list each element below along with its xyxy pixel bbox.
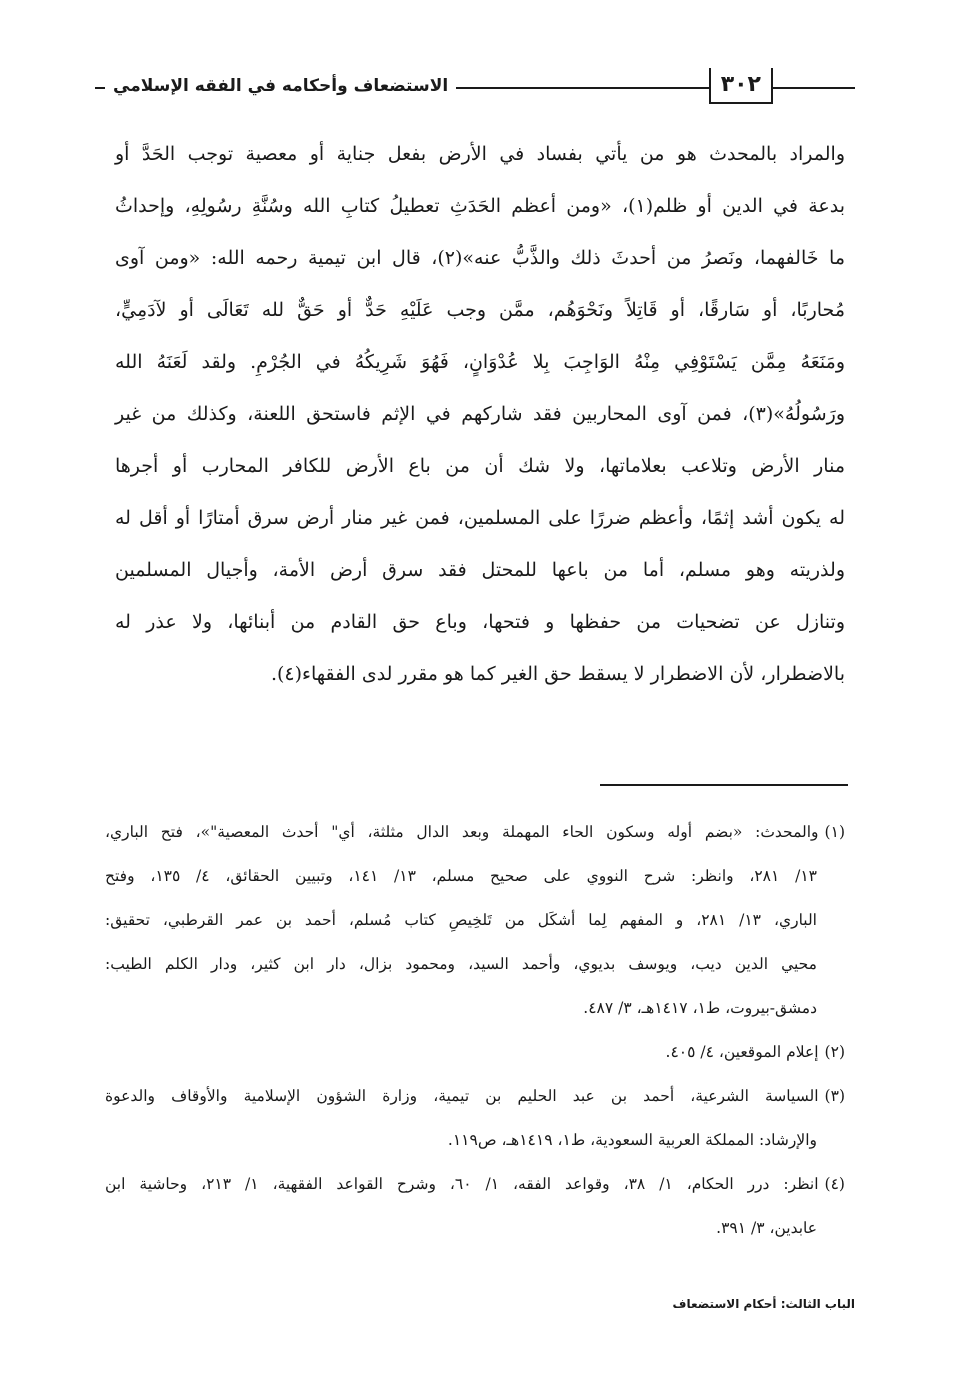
body-line: منار الأرض وتلاعب بعلاماتها، ولا شك أن من باع الأرض للكافر المحارب أو أجرها [115, 455, 845, 477]
page-footer: الباب الثالث: أحكام الاستضعاف [672, 1297, 855, 1311]
body-line: بدعة في الدين أو ظلم(١)، «ومن أعظم الحَدَثِ تعطيلُ كتابِ الله وسُنَّةِ رسُولِهِ، وإحداثُ [115, 195, 845, 217]
page-number: ٣٠٢ [709, 68, 773, 104]
footnote-line: الباري، ١٣/ ٢٨١، و المفهم لِما أشكَل من تَلخِيصِ كتاب مُسلم، أحمد بن عمر القرطبي، تحقيق: [105, 911, 817, 929]
footnote-line [105, 1162, 845, 1206]
footnote-line: عابدين، ٣/ ٣٩١. [716, 1219, 817, 1237]
footnote-text: السياسة الشرعية، أحمد بن عبد الحليم بن تيمية، وزارة الشؤون الإسلامية والأوقاف والدعوة [105, 1087, 819, 1105]
footnote-number: (٢) [824, 1043, 845, 1061]
body-line: والمراد بالمحدث هو من يأتي بفساد في الأرض بفعل جناية أو معصية توجب الحَدَّ أو [115, 143, 845, 165]
footnote-2 [105, 1030, 845, 1074]
body-line: ما خَالفهما، ونَصرُ من أحدثَ ذلك والذَّبُّ عنه»(٢)، قال ابن تيمية رحمه الله: «ومن آوى [115, 247, 845, 269]
header-title: الاستضعاف وأحكامه في الفقه الإسلامي [105, 71, 456, 101]
body-text [115, 128, 845, 700]
footnote-line: ١٣/ ٢٨١، وانظر: شرح النووي على صحيح مسلم، ١٣/ ١٤١، وتبيين الحقائق، ٤/ ١٣٥، وفتح [105, 867, 817, 885]
footnote-separator [600, 784, 848, 786]
footnote-number: (٣) [824, 1087, 845, 1105]
footnote-1 [105, 810, 845, 1030]
footnote-4 [105, 1162, 845, 1250]
body-line: ورَسُولُهُ»(٣)، فمن آوى المحاربين فقد شاركهم في الإثم فاستحق اللعنة، وكذلك من غير [115, 403, 845, 425]
footnote-number: (١) [824, 823, 845, 841]
footnote-3 [105, 1074, 845, 1162]
body-line: ومَنَعَهُ مِمَّن يَسْتَوْفِي مِنْهُ الوَاجِبَ بِلا عُدْوَانٍ، فَهُوَ شَرِيكُهُ في الجُرْمِ. ولقد لَعَنَهُ الله [115, 351, 845, 373]
body-line: وتنازل عن تضحيات من حفظها و فتحها، وباع حق القادم من أبنائها، ولا عذر له [115, 611, 845, 633]
footnote-line: دمشق-بيروت، ط١، ١٤١٧هـ، ٣/ ٤٨٧. [583, 999, 817, 1017]
body-line: ولذريته وهو مسلم، أما من باعها للمحتل فقد سرق أرض الأمة، وأجيال المسلمين [115, 559, 845, 581]
footnote-text: انظر: درر الحكام، ١/ ٣٨، وقواعد الفقه، ١/ ٦٠، وشرح القواعد الفقهية، ١/ ٢١٣، وحاشية ابن [105, 1175, 819, 1193]
footnote-line [105, 1030, 845, 1074]
footnote-line: محيي الدين ديب، ويوسف بديوي، وأحمد السيد، ومحمود بزال، دار ابن كثير، ودار الكلم الطيب: [105, 955, 817, 973]
footnotes [105, 810, 845, 1250]
footnote-line [105, 1074, 845, 1118]
footnote-line: والإرشاد: المملكة العربية السعودية، ط١، ١٤١٩هـ، ص١١٩. [447, 1131, 817, 1149]
footnote-number: (٤) [824, 1175, 845, 1193]
footnote-line [105, 810, 845, 854]
body-line: مُحاربًا، أو سَارقًا، أو قَاتِلاً ونَحْوَهُم، ممَّن وجب عَلَيْهِ حَدٌّ أو حَقٌّ لله تَعَالَى أو لآدَمِيٍّ، [115, 299, 845, 321]
footnote-text: إعلام الموقعين، ٤/ ٤٠٥. [665, 1043, 819, 1061]
footnote-text: والمحدث: «بضم أوله وسكون الحاء المهملة وبعد الدال مثلثة، أي" أحدث المعصية"»، فتح الباري، [105, 823, 819, 841]
body-line: له يكون أشد إثمًا، وأعظم ضررًا على المسلمين، فمن غير منار أرض سرق أمتارًا أو أقل له [115, 507, 845, 529]
body-line: بالاضطرار، لأن الاضطرار لا يسقط حق الغير كما هو مقرر لدى الفقهاء(٤). [270, 663, 845, 685]
running-header [95, 68, 855, 106]
